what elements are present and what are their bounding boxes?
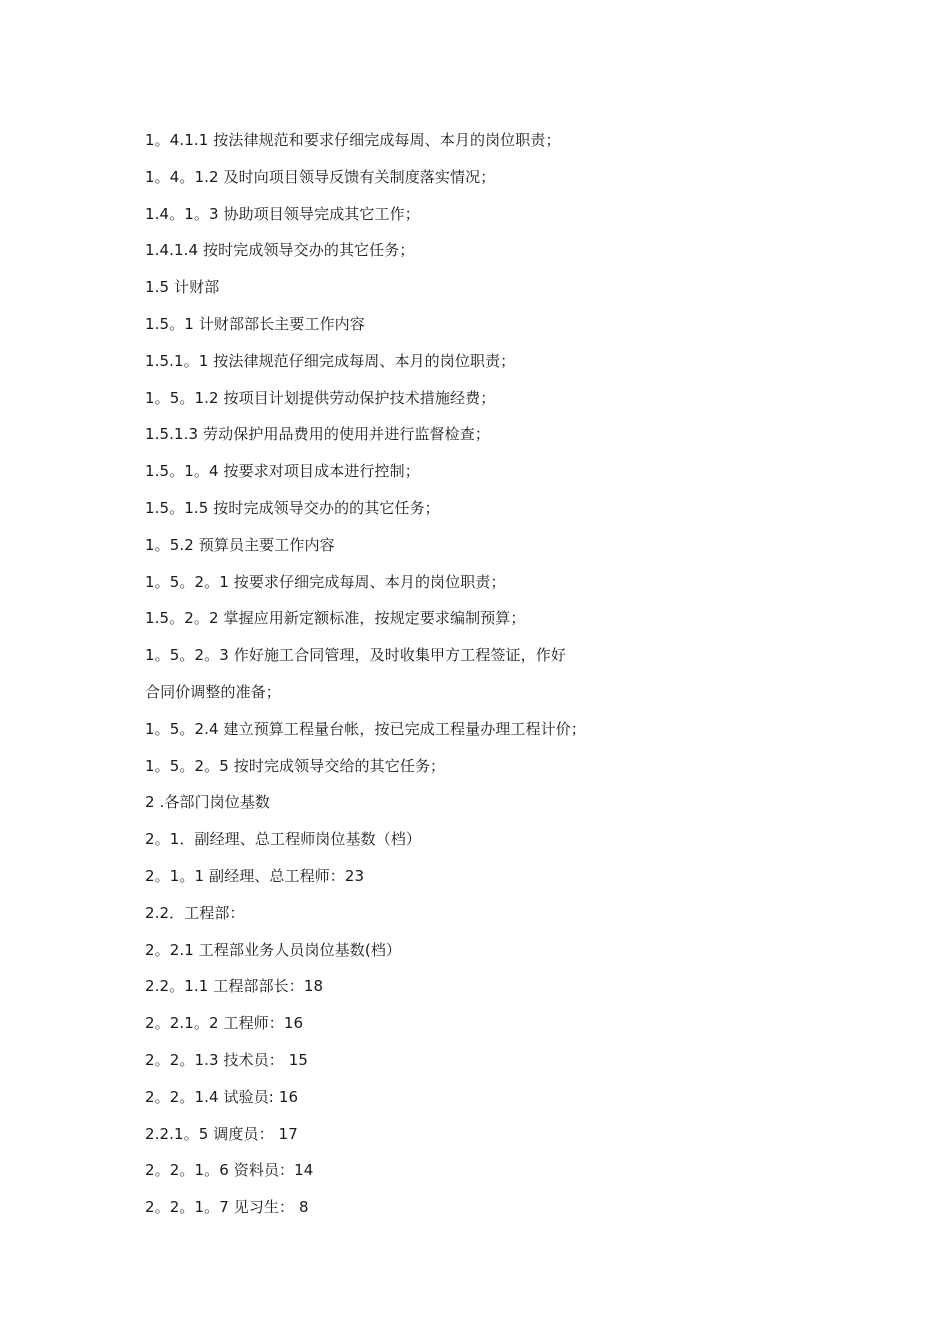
text-line: 2。1。1 副经理、总工程师：23 (145, 866, 365, 885)
subsection-heading: 1.5。1 计财部部长主要工作内容 (145, 314, 365, 333)
subsection-heading: 2。1．副经理、总工程师岗位基数（档） (145, 830, 421, 849)
text-line-continuation: 合同价调整的准备； (145, 682, 281, 701)
text-line: 1.4.1.4 按时完成领导交办的其它任务； (145, 241, 415, 260)
text-line: 2。2。1.3 技术员： 15 (145, 1050, 309, 1069)
text-line: 1。5。2。3 作好施工合同管理，及时收集甲方工程签证，作好 (145, 646, 566, 665)
text-line: 2.2。1.1 工程部部长：18 (145, 977, 324, 996)
text-line: 2。2。1.4 试验员: 16 (145, 1087, 299, 1106)
text-line: 2.2.1。5 调度员： 17 (145, 1124, 298, 1143)
text-line: 1。5。2.4 建立预算工程量台帐，按已完成工程量办理工程计价； (145, 719, 586, 738)
text-line: 1.5。1.5 按时完成领导交办的的其它任务； (145, 498, 440, 517)
section-heading: 1.5 计财部 (145, 278, 220, 297)
text-line: 1。4.1.1 按法律规范和要求仔细完成每周、本月的岗位职责； (145, 131, 561, 149)
subsection-heading: 2。2.1 工程部业务人员岗位基数(档） (145, 940, 402, 959)
text-line: 1。4。1.2 及时向项目领导反馈有关制度落实情况； (145, 167, 496, 186)
document-body (145, 122, 645, 1226)
text-line: 1。5。1.2 按项目计划提供劳动保护技术措施经费； (145, 388, 496, 407)
text-line: 1。5。2。1 按要求仔细完成每周、本月的岗位职责； (145, 572, 506, 591)
text-line: 1。5。2。5 按时完成领导交给的其它任务； (145, 756, 446, 775)
text-line: 1.5。2。2 掌握应用新定额标准，按规定要求编制预算； (145, 609, 526, 628)
text-line: 1.4。1。3 协助项目领导完成其它工作； (145, 204, 420, 223)
subsection-heading: 1。5.2 预算员主要工作内容 (145, 535, 335, 554)
text-line: 2。2。1。6 资料员：14 (145, 1161, 314, 1180)
text-line: 1.5。1。4 按要求对项目成本进行控制； (145, 462, 420, 481)
text-line: 1.5.1.3 劳动保护用品费用的使用并进行监督检查； (145, 425, 490, 444)
section-heading: 2 .各部门岗位基数 (145, 793, 271, 812)
text-line: 1.5.1。1 按法律规范仔细完成每周、本月的岗位职责； (145, 351, 516, 370)
subsection-heading: 2.2．工程部： (145, 903, 245, 922)
text-line: 2。2.1。2 工程师：16 (145, 1014, 304, 1033)
text-line: 2。2。1。7 见习生： 8 (145, 1198, 309, 1217)
